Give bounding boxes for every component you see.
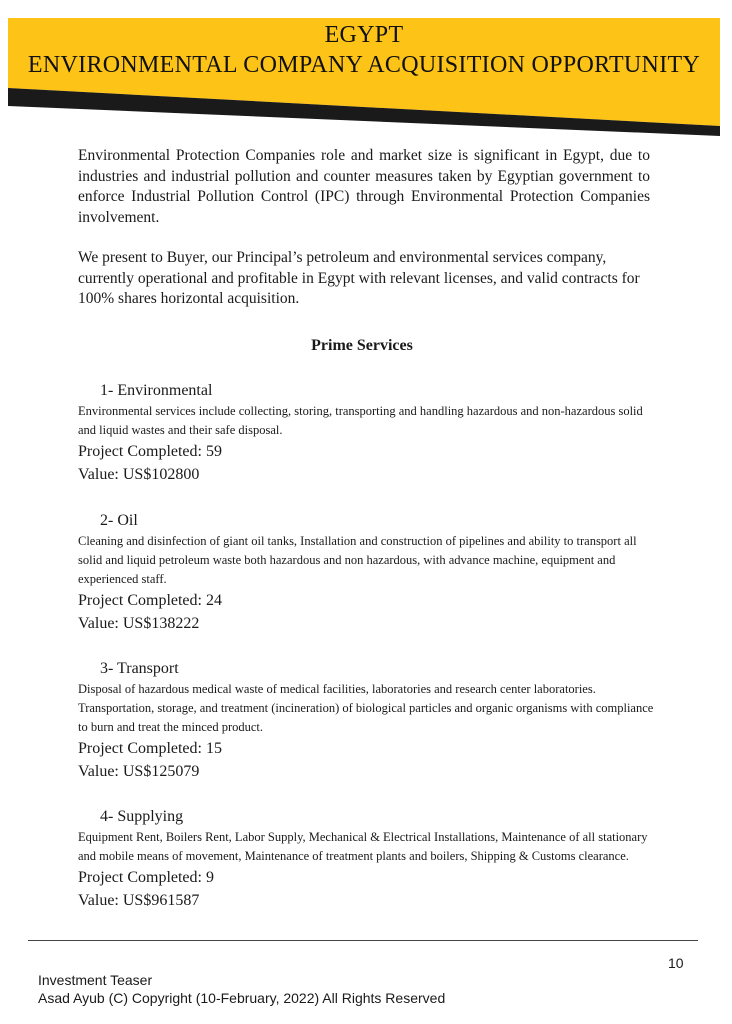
footer-divider <box>28 940 698 941</box>
service-description: Equipment Rent, Boilers Rent, Labor Supply, Mechanical & Electrical Installations, Maintenance of all stationary and mobile means of movement, Maintenance of treatment plants and boilers, Shipping & Customs clearance. <box>78 830 648 863</box>
service-projects: Project Completed: 15 <box>78 740 222 757</box>
header-banner <box>8 18 720 136</box>
footer <box>38 971 445 1007</box>
service-description: Environmental services include collecting, storing, transporting and handling hazardous and non-hazardous solid and liquid wastes and their safe disposal. <box>78 404 643 437</box>
service-title: 2- Oil <box>100 512 138 529</box>
header-title-main: ENVIRONMENTAL COMPANY ACQUISITION OPPORTUNITY <box>27 52 701 78</box>
service-item-oil <box>78 511 658 635</box>
service-item-environmental <box>78 381 658 486</box>
service-projects: Project Completed: 9 <box>78 869 214 886</box>
footer-doc-type: Investment Teaser <box>38 972 153 988</box>
section-title: Prime Services <box>311 337 413 354</box>
service-description: Cleaning and disinfection of giant oil tanks, Installation and construction of pipelines and ability to transport all solid and liquid petroleum waste both hazardous and non hazardous, with advance machine, equipment and experienced staff. <box>78 534 637 586</box>
page-number: 10 <box>668 955 684 971</box>
header-title-country: EGYPT <box>324 22 404 48</box>
footer-copyright: Asad Ayub (C) Copyright (10-February, 2022) All Rights Reserved <box>38 990 446 1006</box>
intro-paragraph-2: We present to Buyer, our Principal’s petroleum and environmental services company, currently operational and profitable in Egypt with relevant licenses, and valid contracts for 100% shares horizontal acquisition. <box>78 249 640 307</box>
service-item-supplying <box>78 807 658 912</box>
service-item-transport <box>78 659 658 783</box>
service-title: 4- Supplying <box>100 808 184 825</box>
service-title: 3- Transport <box>100 660 179 677</box>
service-value: Value: US$125079 <box>78 763 200 780</box>
service-projects: Project Completed: 59 <box>78 443 222 460</box>
service-title: 1- Environmental <box>100 382 213 399</box>
intro-paragraph-1: Environmental Protection Companies role and market size is significant in Egypt, due to industries and industrial pollution and counter measures taken by Egyptian government to enforce Industrial Pollution Control (IPC) through Environmental Protection Companies involvement. <box>78 147 650 226</box>
service-projects: Project Completed: 24 <box>78 592 222 609</box>
service-value: Value: US$961587 <box>78 892 200 909</box>
service-value: Value: US$138222 <box>78 615 200 632</box>
service-description: Disposal of hazardous medical waste of medical facilities, laboratories and research center laboratories. Transportation, storage, and treatment (incineration) of biological particles and organic organisms with compliance to burn and treat the minced product. <box>78 682 654 734</box>
service-value: Value: US$102800 <box>78 466 200 483</box>
